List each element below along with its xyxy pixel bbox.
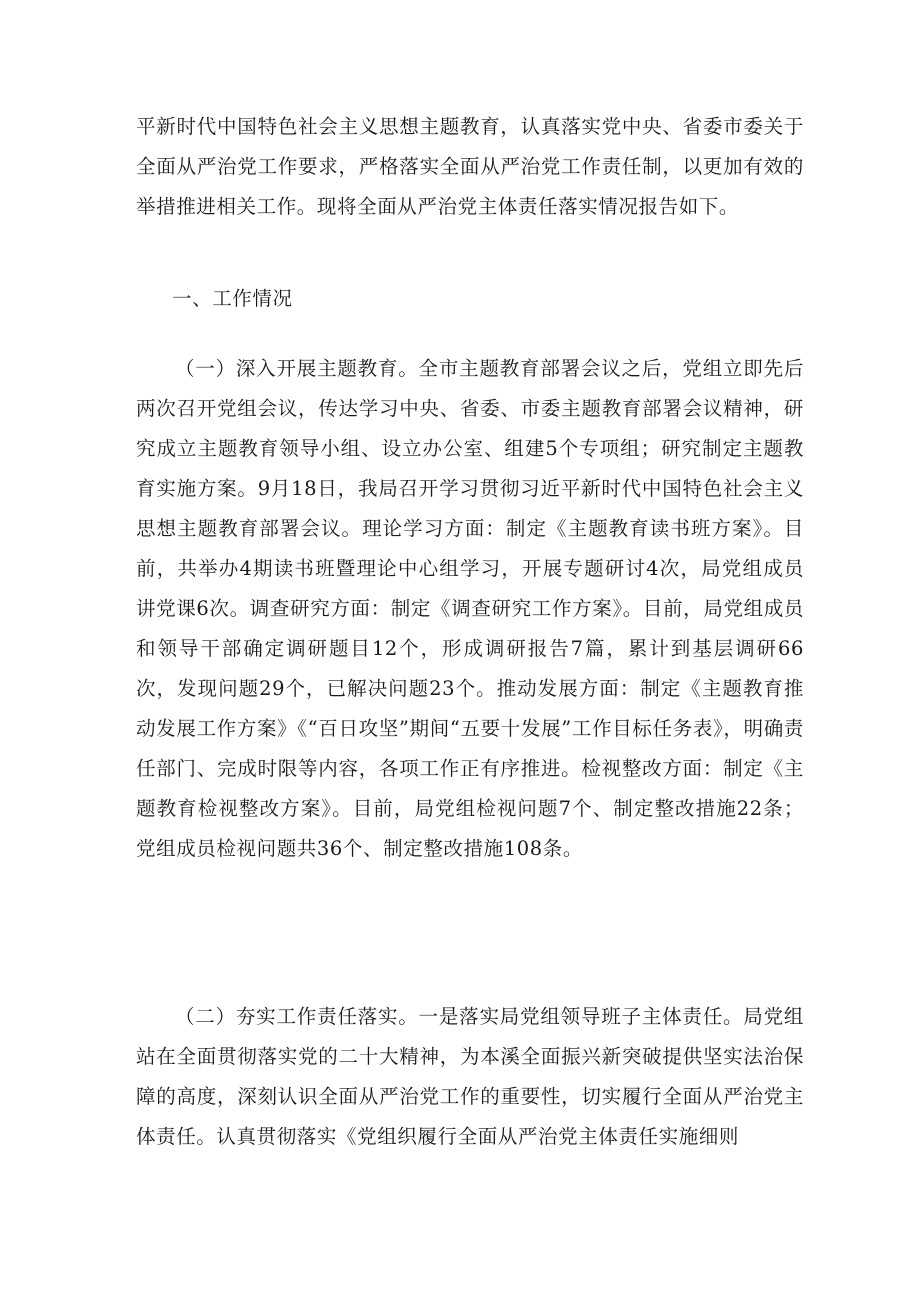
- paragraph-responsibility: （二）夯实工作责任落实。一是落实局党组领导班子主体责任。局党组站在全面贯彻落实党的二十大精神，为本溪全面振兴新突破提供坚实法治保障的高度，深刻认识全面从严治党工作的重要性，切实履行全面从严治党主体责任。认真贯彻落实《党组织履行全面从严治党主体责任实施细则: [136, 1005, 804, 1148]
- section-heading-work-status: 一、工作情况: [172, 287, 293, 310]
- intro-paragraph: 平新时代中国特色社会主义思想主题教育，认真落实党中央、省委市委关于全面从严治党工作要求，严格落实全面从严治党工作责任制，以更加有效的举措推进相关工作。现将全面从严治党主体责任落实情况报告如下。: [136, 115, 804, 218]
- paragraph-theme-education: （一）深入开展主题教育。全市主题教育部署会议之后，党组立即先后两次召开党组会议，传达学习中央、省委、市委主题教育部署会议精神，研究成立主题教育领导小组、设立办公室、组建5个专项组；研究制定主题教育实施方案。9月18日，我局召开学习贯彻习近平新时代中国特色社会主义思想主题教育部署会议。理论学习方面：制定《主题教育读书班方案》。目前，共举办4期读书班暨理论中心组学习，开展专题研讨4次，局党组成员讲党课6次。调查研究方面：制定《调查研究工作方案》。目前，局党组成员和领导干部确定调研题目12个，形成调研报告7篇，累计到基层调研66次，发现问题29个，已解决问题23个。推动发展方面：制定《主题教育推动发展工作方案》《“百日攻坚”期间“五要十发展”工作目标任务表》，明确责任部门、完成时限等内容，各项工作正有序推进。检视整改方面：制定《主题教育检视整改方案》。目前，局党组检视问题7个、制定整改措施22条；党组成员检视问题共36个、制定整改措施108条。: [136, 357, 804, 860]
